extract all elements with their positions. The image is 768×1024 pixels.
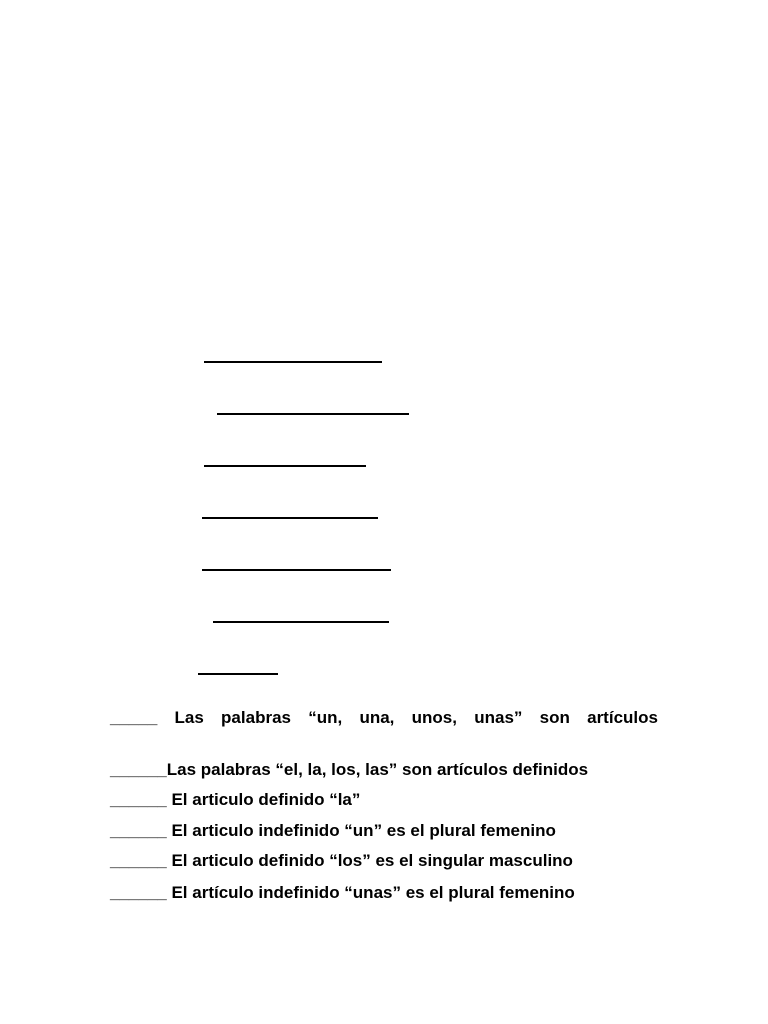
answer-line-7[interactable]	[198, 673, 278, 675]
statement-1-word-1: Las	[174, 708, 204, 727]
answer-line-3[interactable]	[204, 465, 366, 467]
statement-1	[110, 708, 658, 728]
statement-2-text: Las palabras “el, la, los, las” son artículos definidos	[166, 760, 589, 779]
statement-4-text: El articulo indefinido “un” es el plural femenino	[166, 821, 556, 840]
statement-2	[110, 760, 588, 780]
statement-1-word-4: una,	[359, 708, 395, 727]
statement-5-blank[interactable]: ______	[110, 851, 167, 870]
answer-line-2[interactable]	[217, 413, 409, 415]
statement-1-word-3: “un,	[308, 708, 343, 727]
statement-3-blank[interactable]: ______	[110, 790, 167, 809]
statement-3	[110, 790, 360, 810]
statement-1-word-2: palabras	[221, 708, 291, 727]
statement-1-word-6: unas”	[474, 708, 523, 727]
statement-1-word-5: unos,	[411, 708, 457, 727]
answer-line-5[interactable]	[202, 569, 391, 571]
statement-4	[110, 821, 556, 841]
statement-1-word-7: son	[539, 708, 570, 727]
answer-line-1[interactable]	[204, 361, 382, 363]
statement-4-blank[interactable]: ______	[110, 821, 167, 840]
statement-1-word-8: artículos	[587, 708, 658, 727]
statement-5	[110, 851, 573, 871]
statement-6-text: El artículo indefinido “unas” es el plural femenino	[166, 883, 575, 902]
answer-line-6[interactable]	[213, 621, 389, 623]
statement-6-blank[interactable]: ______	[110, 883, 167, 902]
answer-line-4[interactable]	[202, 517, 378, 519]
statement-3-text: El articulo definido “la”	[166, 790, 361, 809]
statement-2-blank[interactable]: ______	[110, 760, 167, 779]
statement-5-text: El articulo definido “los” es el singular masculino	[166, 851, 573, 870]
statement-6	[110, 883, 575, 903]
statement-1-blank[interactable]: _____	[110, 708, 158, 727]
